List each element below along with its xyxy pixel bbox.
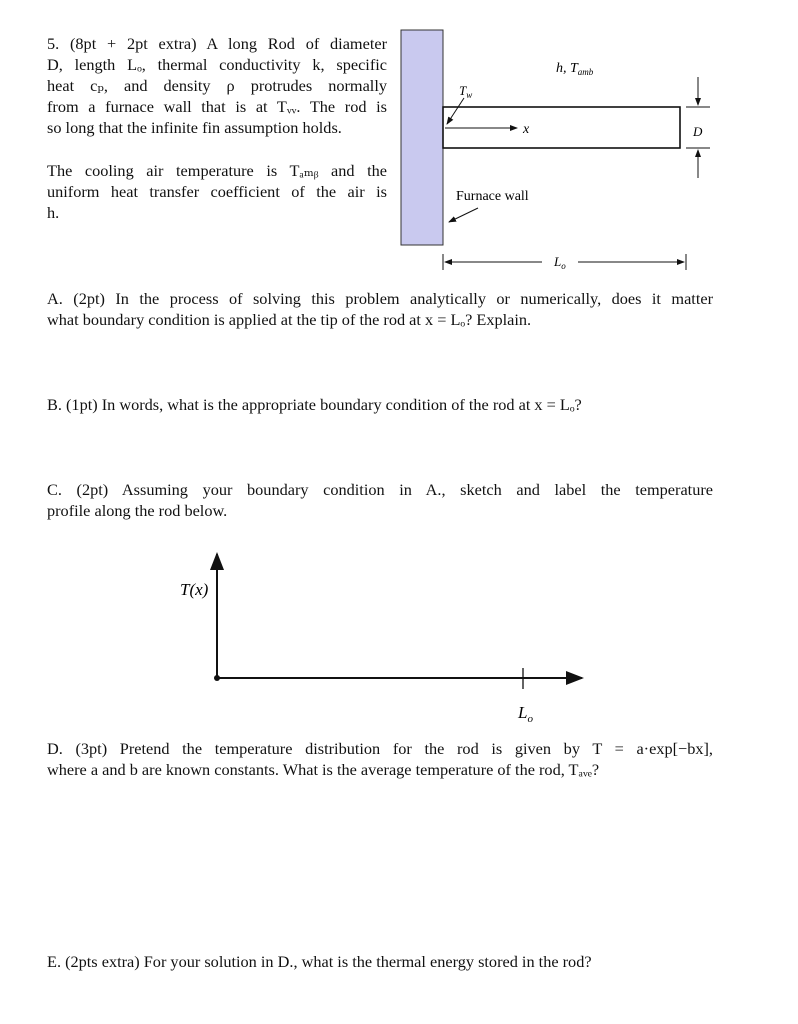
part-a-line-2: what boundary condition is applied at the tip of the rod at x = Lₒ? Explain. (47, 310, 532, 329)
part-b-line-1: B. (1pt) In words, what is the appropriate boundary condition of the rod at x = Lₒ? (47, 395, 582, 414)
y-axis-label: T(x) (180, 580, 209, 599)
temperature-graph (0, 540, 798, 740)
problem-line-6: The cooling air temperature is Tₐₘᵦ and the (47, 161, 387, 180)
part-a (47, 288, 713, 330)
h-tamb-label: h, $T_{amb}$ (556, 61, 594, 77)
problem-line-4: from a furnace wall that is at Tᵥᵥ. The rod is (47, 97, 387, 116)
rod-diagram (0, 0, 798, 290)
problem-line-2: D, length Lₒ, thermal conductivity k, specific (47, 55, 387, 74)
part-d (47, 738, 713, 780)
part-c-line-2: profile along the rod below. (47, 501, 228, 520)
x-label: x (523, 122, 530, 137)
problem-line-5: so long that the infinite fin assumption holds. (47, 118, 342, 137)
lo-label: $L_o$ (554, 254, 566, 271)
part-d-line-2: where a and b are known constants. What is the average temperature of the rod, Tₐᵥₑ? (47, 760, 600, 779)
part-d-line-1: D. (3pt) Pretend the temperature distribution for the rod is given by T = a·exp[−bx], (47, 739, 713, 758)
part-c (47, 479, 713, 521)
part-e (47, 951, 713, 972)
part-e-line-1: E. (2pts extra) For your solution in D., what is the thermal energy stored in the rod? (47, 952, 592, 971)
furnace-pointer (449, 208, 478, 222)
furnace-wall-label: Furnace wall (456, 189, 529, 204)
x-tick-lo-label: $L_o$ (518, 703, 533, 725)
origin-dot (214, 675, 220, 681)
part-b (47, 394, 713, 415)
problem-line-1: 5. (8pt + 2pt extra) A long Rod of diameter (47, 34, 387, 53)
part-a-line-1: A. (2pt) In the process of solving this problem analytically or numerically, does it matter (47, 289, 713, 308)
problem-line-7: uniform heat transfer coefficient of the air is (47, 182, 387, 201)
furnace-wall (401, 30, 443, 245)
tw-pointer (447, 98, 464, 124)
tw-label: $T_w$ (459, 83, 473, 100)
d-label: D (693, 124, 703, 139)
part-c-line-1: C. (2pt) Assuming your boundary condition in A., sketch and label the temperature (47, 480, 713, 499)
problem-line-8: h. (47, 203, 60, 222)
problem-line-3: heat cₚ, and density ρ protrudes normally (47, 76, 387, 95)
